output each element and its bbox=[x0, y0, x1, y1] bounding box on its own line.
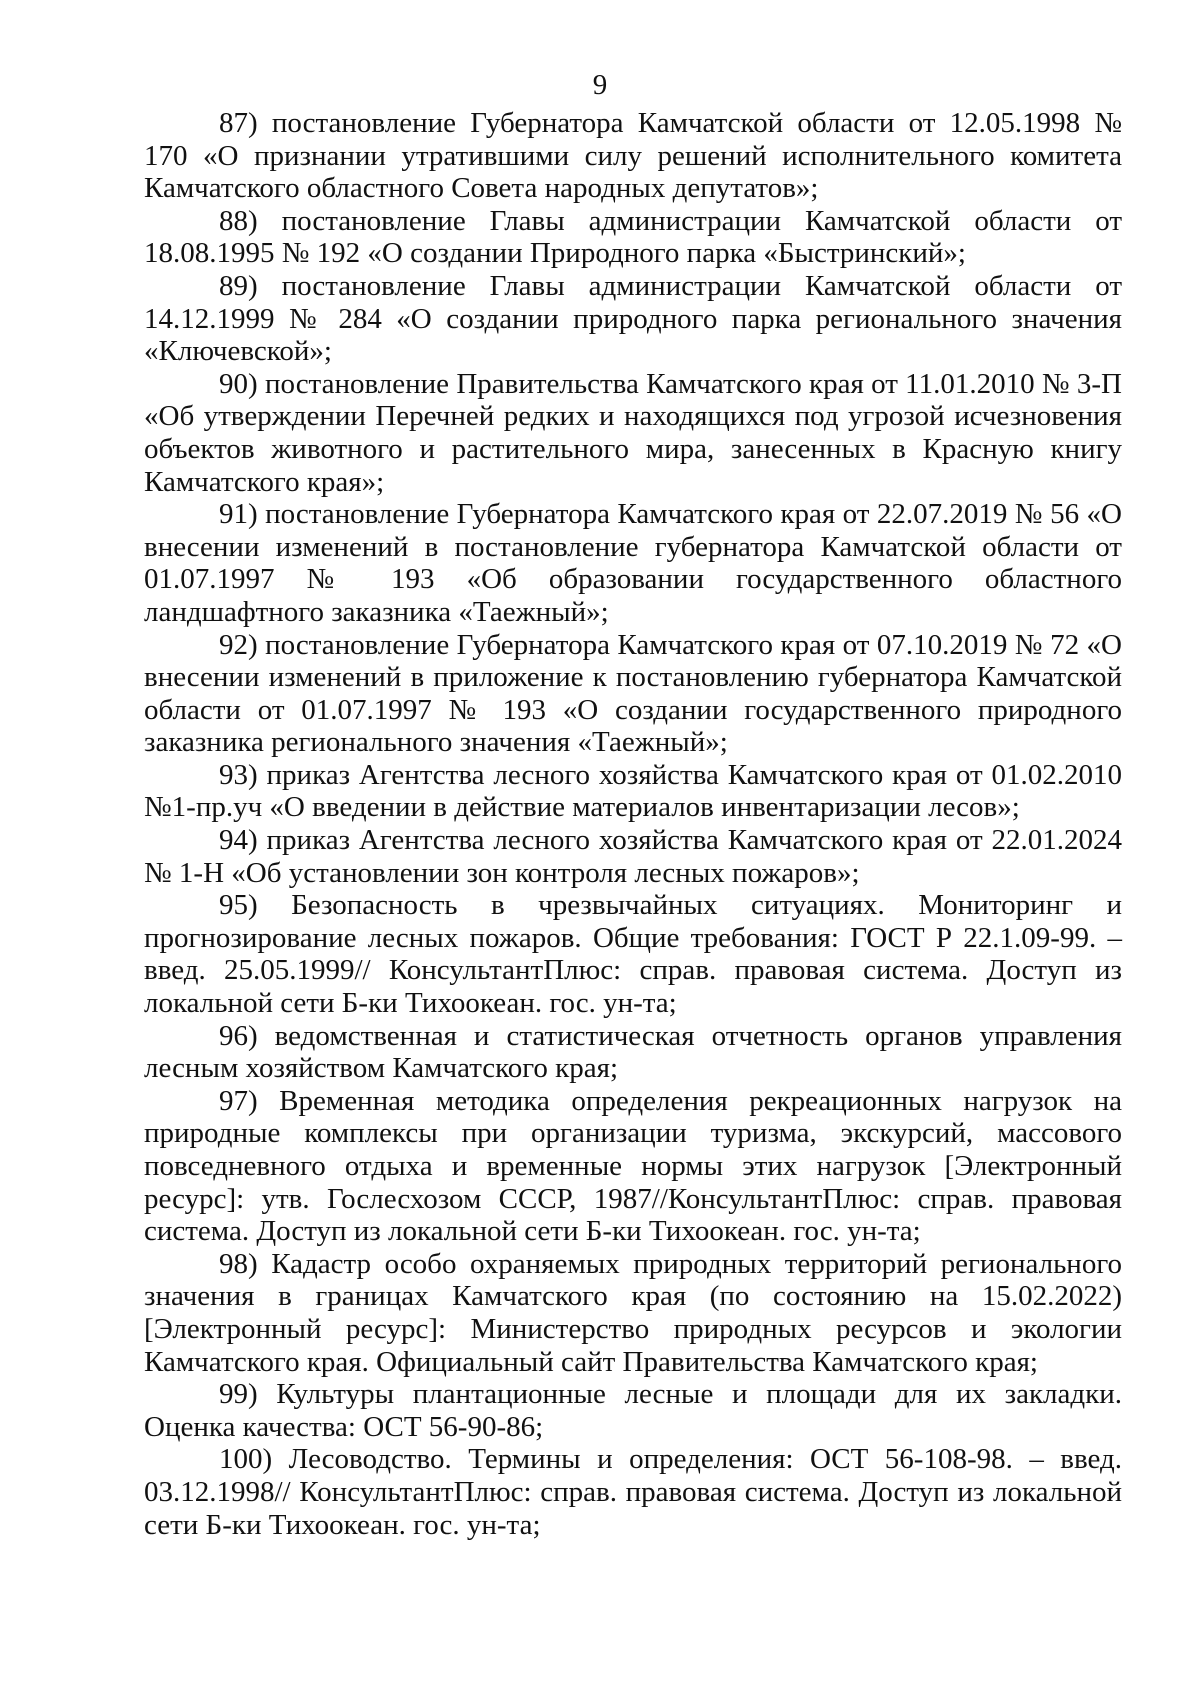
list-item: 93) приказ Агентства лесного хозяйства Камчатского края от 01.02.2010 №1-пр.уч «О введении в действие материалов инвентаризации лесов»; bbox=[144, 758, 1122, 824]
list-item: 88) постановление Главы администрации Камчатской области от 18.08.1995 № 192 «О создании Природного парка «Быстринский»; bbox=[144, 204, 1122, 270]
list-item: 94) приказ Агентства лесного хозяйства Камчатского края от 22.01.2024 № 1-Н «Об установлении зон контроля лесных пожаров»; bbox=[144, 824, 1122, 889]
list-item: 91) постановление Губернатора Камчатского края от 22.07.2019 № 56 «О внесении изменений в постановление губернатора Камчатской области от 01.07.1997 № 193 «Об образовании государственного областного ландшафтного заказника «Таежный»; bbox=[144, 498, 1122, 628]
list-item: 87) постановление Губернатора Камчатской области от 12.05.1998 № 170 «О признании утратившими силу решений исполнительного комитета Камчатского областного Совета народных депутатов»; bbox=[144, 107, 1122, 205]
list-item: 90) постановление Правительства Камчатского края от 11.01.2010 № 3-П «Об утверждении Перечней редких и находящихся под угрозой исчезновения объектов животного и растительного мира, занесенных в Красную книгу Камчатского края»; bbox=[144, 367, 1122, 498]
list-item: 98) Кадастр особо охраняемых природных территорий регионального значения в границах Камчатского края (по состоянию на 15.02.2022) [Электронный ресурс]: Министерство природных ресурсов и экологии Камчатского края. Официальный сайт Правительства Камчатского края; bbox=[144, 1247, 1122, 1378]
list-item: 95) Безопасность в чрезвычайных ситуациях. Мониторинг и прогнозирование лесных пожаров. Общие требования: ГОСТ Р 22.1.09-99. – введ. 25.05.1999// КонсультантПлюс: справ. правовая система. Доступ из локальной сети Б-ки Тихоокеан. гос. ун-та; bbox=[144, 889, 1122, 1020]
document-body bbox=[144, 107, 1122, 1541]
list-item: 96) ведомственная и статистическая отчетность органов управления лесным хозяйством Камчатского края; bbox=[144, 1019, 1122, 1085]
list-item: 97) Временная методика определения рекреационных нагрузок на природные комплексы при организации туризма, экскурсий, массового повседневного отдыха и временные нормы этих нагрузок [Электронный ресурс]: утв. Гослесхозом СССР, 1987//КонсультантПлюс: справ. правовая система. Доступ из локальной сети Б-ки Тихоокеан. гос. ун-та; bbox=[144, 1084, 1122, 1248]
list-item: 92) постановление Губернатора Камчатского края от 07.10.2019 № 72 «О внесении изменений в приложение к постановлению губернатора Камчатской области от 01.07.1997 № 193 «О создании государственного природного заказника регионального значения «Таежный»; bbox=[144, 628, 1122, 759]
list-item: 89) постановление Главы администрации Камчатской области от 14.12.1999 № 284 «О создании природного парка регионального значения «Ключевской»; bbox=[144, 269, 1122, 368]
list-item: 100) Лесоводство. Термины и определения: ОСТ 56-108-98. – введ. 03.12.1998// КонсультантПлюс: справ. правовая система. Доступ из локальной сети Б-ки Тихоокеан. гос. ун-та; bbox=[144, 1443, 1122, 1541]
page-number: 9 bbox=[592, 69, 608, 101]
list-item: 99) Культуры плантационные лесные и площади для их закладки. Оценка качества: ОСТ 56-90-86; bbox=[144, 1378, 1122, 1443]
